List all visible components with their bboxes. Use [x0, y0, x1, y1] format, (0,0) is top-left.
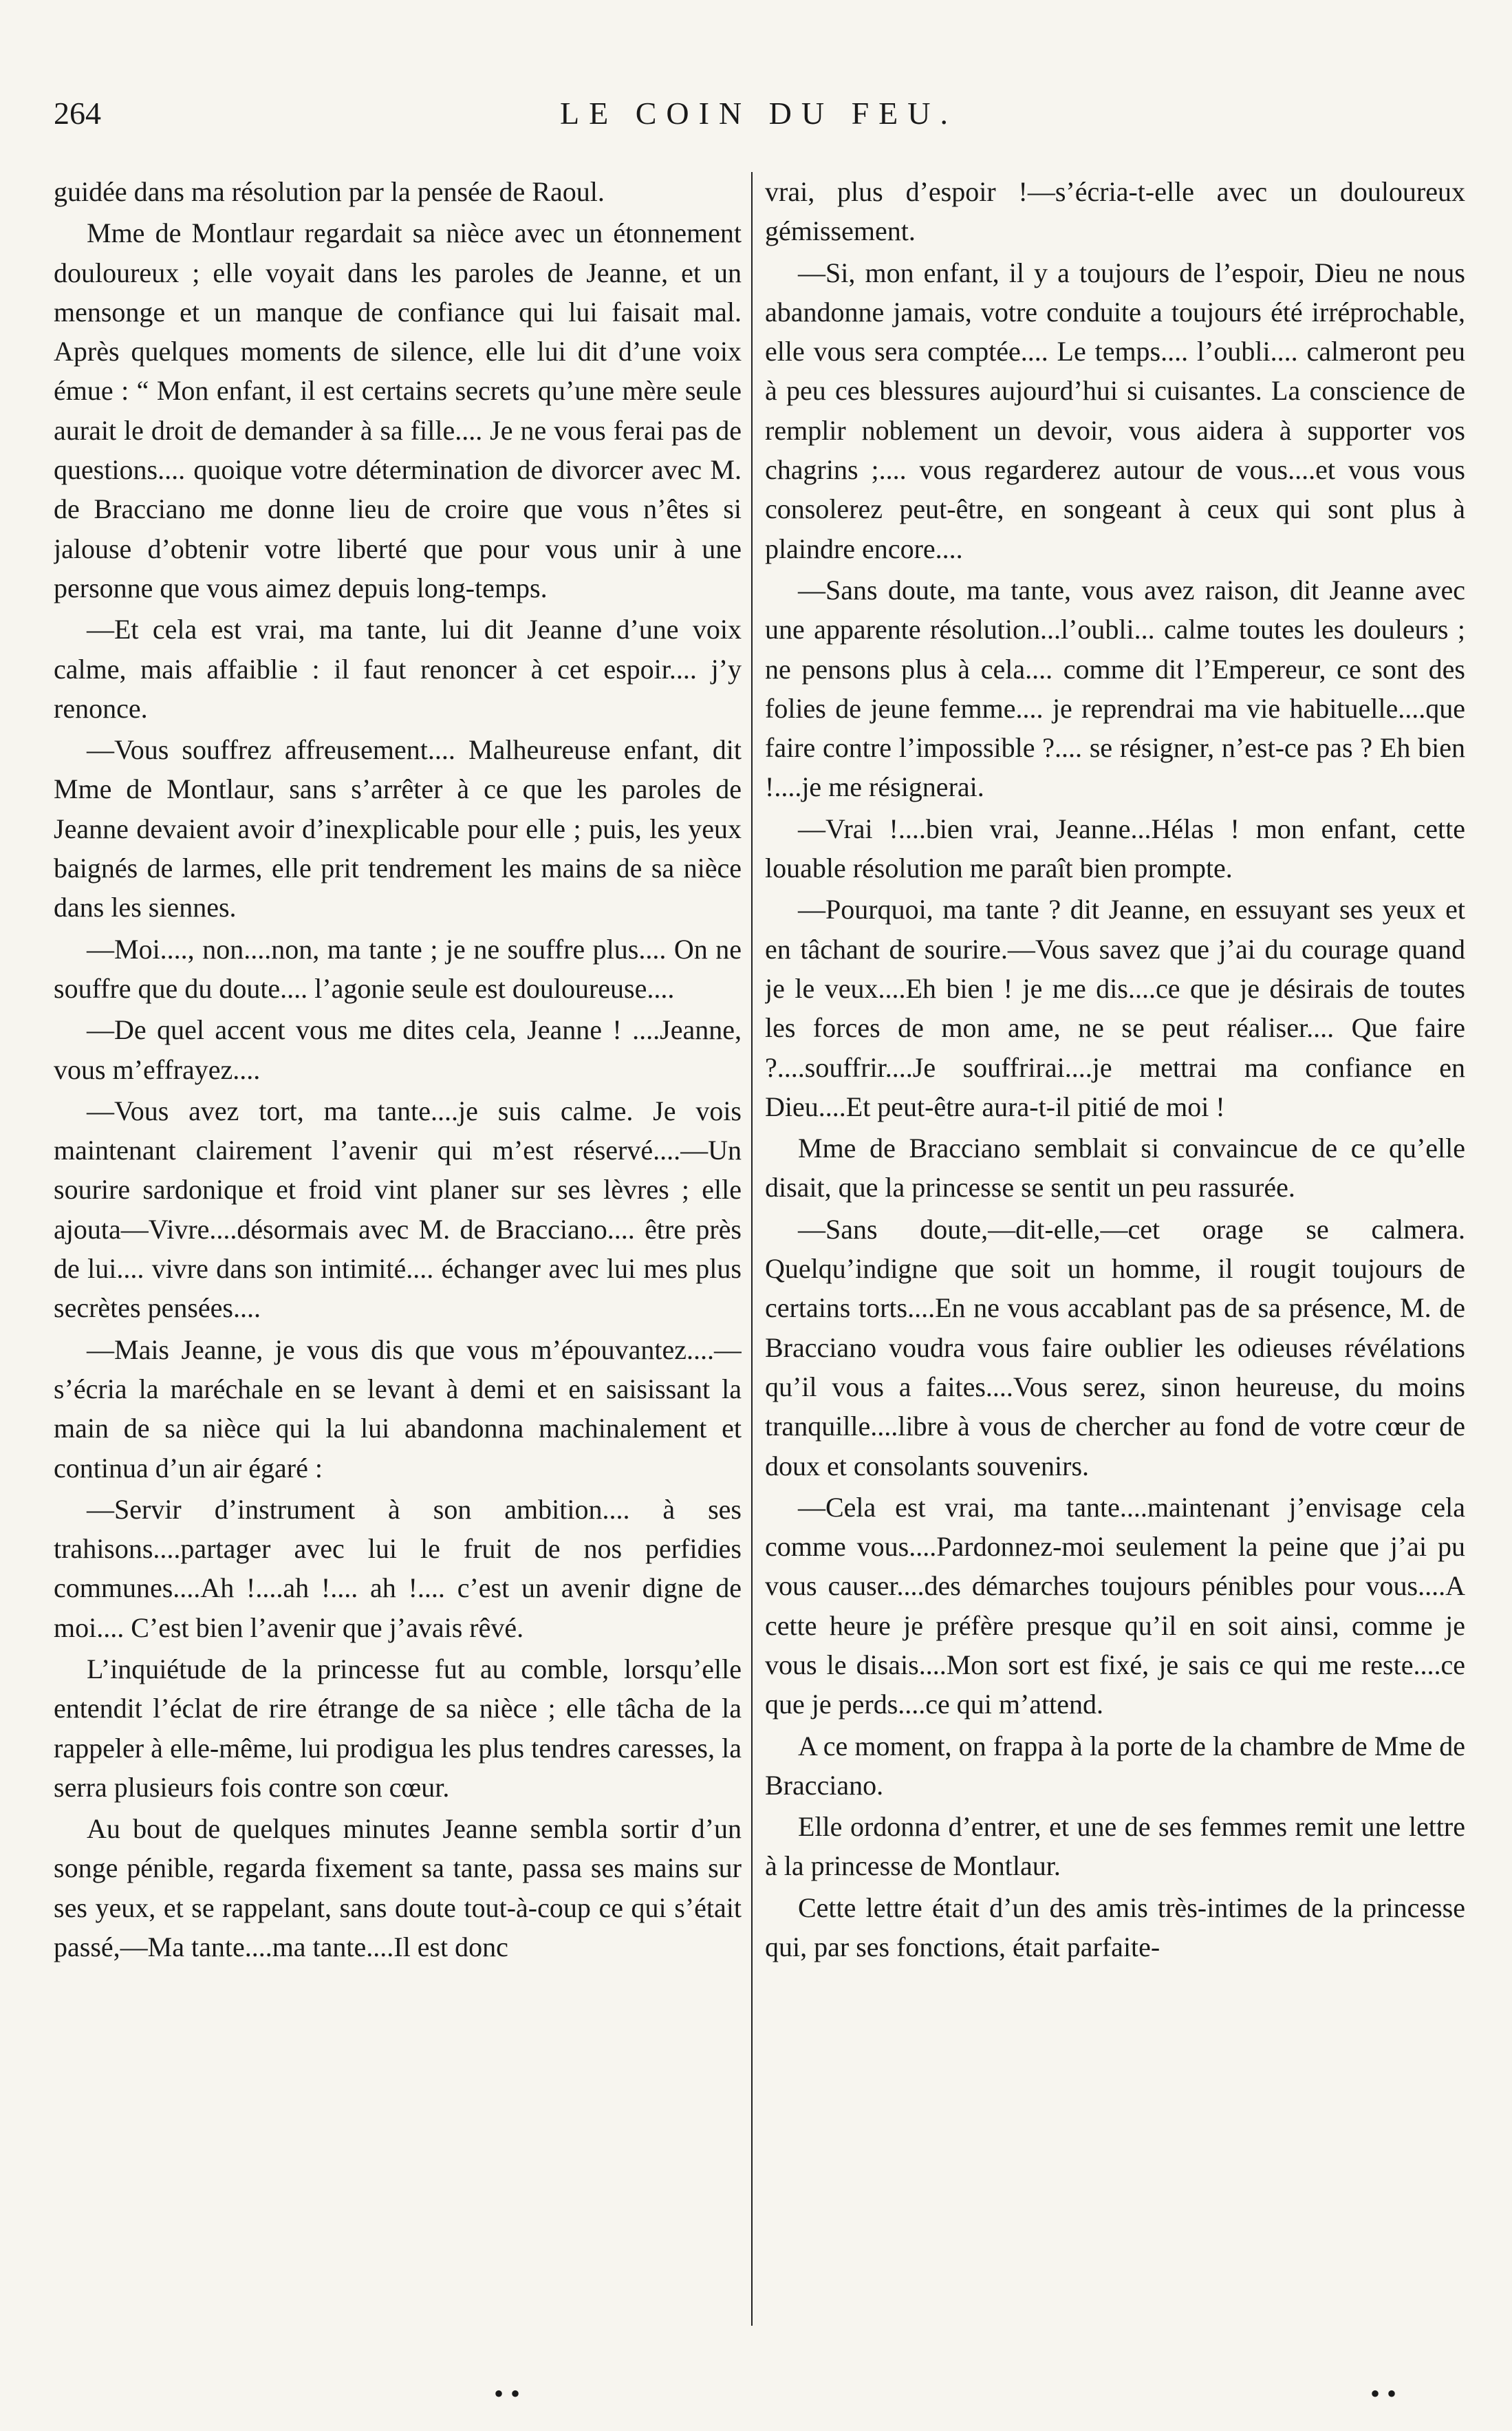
paragraph: L’inquiétude de la princesse fut au comble, lorsqu’elle entendit l’éclat de rire étrange de sa nièce ; elle tâcha de la rappeler à elle-même, lui prodigua les plus tendres caresses, la serra plusieurs fois contre son cœur. — [54, 1653, 742, 1803]
paragraph: Mme de Bracciano semblait si convaincue de ce qu’elle disait, que la princesse se sentit un peu rassurée. — [765, 1133, 1465, 1203]
paragraph: —Moi...., non....non, ma tante ; je ne souffre plus.... On ne souffre que du doute.... l’agonie seule est douloureuse.... — [54, 933, 742, 1004]
paragraph: A ce moment, on frappa à la porte de la chambre de Mme de Bracciano. — [765, 1730, 1465, 1801]
paragraph: Cette lettre était d’un des amis très-intimes de la princesse qui, par ses fonctions, était parfaite- — [765, 1892, 1465, 1963]
paragraph: —Mais Jeanne, je vous dis que vous m’épouvantez....—s’écria la maréchale en se levant à demi et en saisissant la main de sa nièce qui la lui abandonna machinalement et continua d’un air égaré : — [54, 1334, 742, 1484]
footer-mark-left: • • — [494, 2378, 521, 2409]
paragraph: —Cela est vrai, ma tante....maintenant j’envisage cela comme vous....Pardonnez-moi seulement la peine que j’ai pu vous causer....des démarches toujours pénibles pour vous....A cette heure je préfère presque qu’il en soit ainsi, comme je vous le disais....Mon sort est fixé, je sais ce qui me reste....ce que je perds....ce qui m’attend. — [765, 1491, 1465, 1720]
paragraph: guidée dans ma résolution par la pensée de Raoul. — [54, 176, 605, 207]
right-text-column — [765, 172, 1465, 2333]
running-title: LE COIN DU FEU. — [560, 96, 958, 131]
paragraph: —Sans doute, ma tante, vous avez raison, dit Jeanne avec une apparente résolution...l’oubli... calme toutes les douleurs ; ne pensons plus à cela.... comme dit l’Empereur, ce sont des folies de jeune femme.... je reprendrai ma vie habituelle....que faire contre l’impossible ?.... se résigner, n’est-ce pas ? Eh bien !....je me résignerai. — [765, 574, 1465, 803]
paragraph: vrai, plus d’espoir !—s’écria-t-elle avec un douloureux gémissement. — [765, 176, 1465, 247]
paragraph: —Sans doute,—dit-elle,—cet orage se calmera. Quelqu’indigne que soit un homme, il rougit toujours de certains torts....En ne vous accablant pas de sa présence, M. de Bracciano voudra vous faire oublier les odieuses révélations qu’il vous a faites....Vous serez, sinon heureuse, du moins tranquille....libre à vous de chercher au fond de votre cœur de doux et consolants souvenirs. — [765, 1213, 1465, 1481]
paragraph: Mme de Montlaur regardait sa nièce avec un étonnement douloureux ; elle voyait dans les paroles de Jeanne, et un mensonge et un manque de confiance qui lui faisait mal. Après quelques moments de silence, elle lui dit d’une voix émue : “ Mon enfant, il est certains secrets qu’une mère seule aurait le droit de demander à sa fille.... Je ne vous ferai pas de questions.... quoique votre détermination de divorcer avec M. de Bracciano me donne lieu de croire que vous n’êtes si jalouse d’obtenir votre liberté que pour vous unir à une personne que vous aimez depuis long-temps. — [54, 217, 742, 603]
paragraph: —Vous souffrez affreusement.... Malheureuse enfant, dit Mme de Montlaur, sans s’arrêter à ce que les paroles de Jeanne devaient avoir d’inexplicable pour elle ; puis, les yeux baignés de larmes, elle prit tendrement les mains de sa nièce dans les siennes. — [54, 734, 742, 923]
page-number: 264 — [54, 96, 101, 131]
column-divider — [751, 172, 753, 2326]
paragraph: —Servir d’instrument à son ambition.... à ses trahisons....partager avec lui le fruit de nos perfidies communes....Ah !....ah !.... ah !.... c’est un avenir digne de moi.... C’est bien l’avenir que j’avais rêvé. — [54, 1493, 742, 1643]
left-text-column — [54, 172, 742, 2333]
paragraph: —Pourquoi, ma tante ? dit Jeanne, en essuyant ses yeux et en tâchant de sourire.—Vous savez que j’ai du courage quand je le veux....Eh bien ! je me dis....ce que je désirais de toutes les forces de mon ame, ne se peut réaliser.... Que faire ?....souffrir....Je souffrirai....je mettrai ma confiance en Dieu....Et peut-être aura-t-il pitié de moi ! — [765, 894, 1465, 1122]
paragraph: —Et cela est vrai, ma tante, lui dit Jeanne d’une voix calme, mais affaiblie : il faut renoncer à cet espoir.... j’y renonce. — [54, 614, 742, 724]
paragraph: Au bout de quelques minutes Jeanne sembla sortir d’un songe pénible, regarda fixement sa tante, passa ses mains sur ses yeux, et se rappelant, sans doute tout-à-coup ce qui s’était passé,—Ma tante....ma tante....Il est donc — [54, 1813, 742, 1963]
paragraph: —Si, mon enfant, il y a toujours de l’espoir, Dieu ne nous abandonne jamais, votre conduite a toujours été irréprochable, elle vous sera comptée.... Le temps.... l’oubli.... calmeront peu à peu ces blessures aujourd’hui si cuisantes. La conscience de remplir noblement un devoir, vous aidera à supporter vos chagrins ;.... vous regarderez autour de vous....et vous vous consolerez peut-être, en songeant à ceux qui sont plus à plaindre encore.... — [765, 257, 1465, 564]
footer-mark-right: • • — [1370, 2378, 1397, 2409]
paragraph: —De quel accent vous me dites cela, Jeanne ! ....Jeanne, vous m’effrayez.... — [54, 1014, 742, 1085]
paragraph: —Vous avez tort, ma tante....je suis calme. Je vois maintenant clairement l’avenir qui m’est réservé....—Un sourire sardonique et froid vint planer sur ses lèvres ; elle ajouta—Vivre....désormais avec M. de Bracciano.... être près de lui.... vivre dans son intimité.... échanger avec lui mes plus secrètes pensées.... — [54, 1095, 742, 1324]
paragraph: —Vrai !....bien vrai, Jeanne...Hélas ! mon enfant, cette louable résolution me paraît bien prompte. — [765, 813, 1465, 884]
page-header — [54, 95, 1464, 143]
paragraph: Elle ordonna d’entrer, et une de ses femmes remit une lettre à la princesse de Montlaur. — [765, 1811, 1465, 1882]
